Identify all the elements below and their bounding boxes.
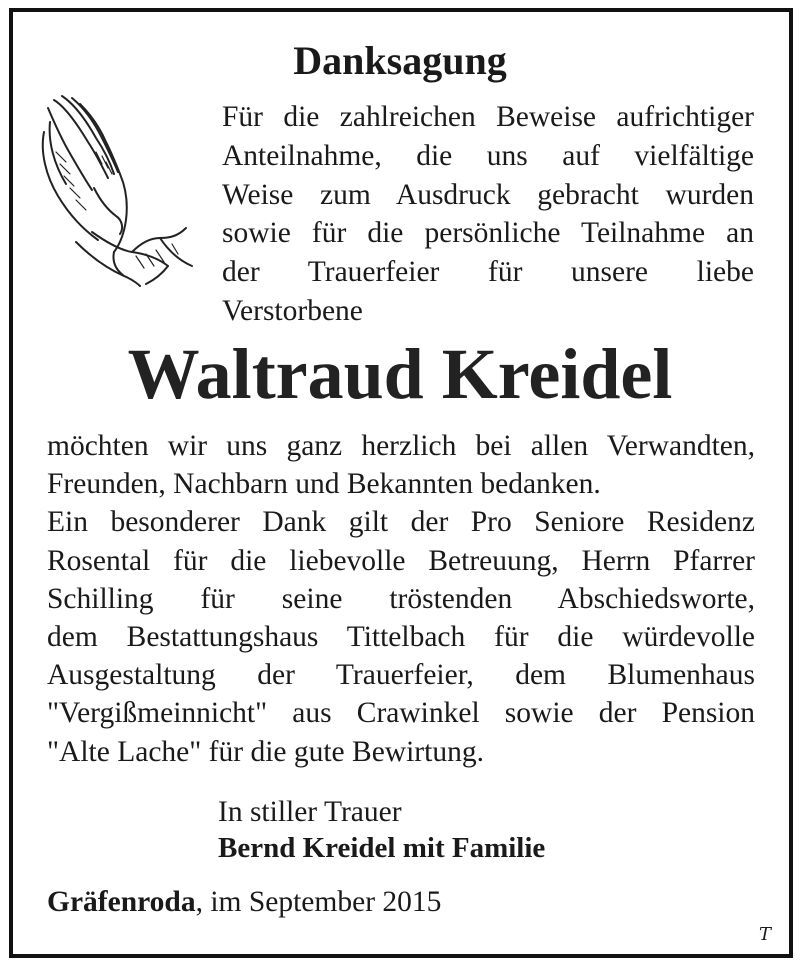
corner-mark: T: [759, 924, 772, 945]
praying-hands-icon: [36, 92, 196, 287]
date-text: , im September 2015: [195, 886, 442, 918]
thanks-paragraph: [47, 427, 755, 771]
place-name: Gräfenroda: [47, 886, 196, 918]
intro-line: Weise zum Ausdruck gebracht wurden: [222, 178, 754, 211]
body-line: möchten wir uns ganz herzlich bei allen Verwandten,: [47, 430, 755, 462]
body-line: Schilling für seine tröstenden Abschiedsworte,: [47, 582, 755, 615]
deceased-name: Waltraud Kreidel: [127, 334, 673, 414]
notice-heading: Danksagung: [293, 38, 507, 83]
body-line: "Vergißmeinnicht" aus Crawinkel sowie der Pension: [47, 697, 755, 730]
intro-line: Anteilnahme, die uns auf vielfältige: [222, 139, 754, 172]
body-line: Rosental für die liebevolle Betreuung, Herrn Pfarrer: [47, 544, 755, 577]
body-line: dem Bestattungshaus Tittelbach für die würdevolle: [47, 621, 755, 654]
signature: Bernd Kreidel mit Familie: [218, 832, 546, 864]
intro-line: sowie für die persönliche Teilnahme an: [222, 217, 754, 250]
intro-line: Für die zahlreichen Beweise aufrichtiger: [222, 101, 754, 133]
place-date: [47, 884, 441, 920]
intro-line: der Trauerfeier für unsere liebe: [222, 256, 754, 289]
body-line: Freunden, Nachbarn und Bekannten bedanken.: [47, 468, 601, 501]
body-line: Ausgestaltung der Trauerfeier, dem Blumenhaus: [47, 659, 755, 692]
closing-phrase: In stiller Trauer: [218, 796, 402, 828]
closing-block: [218, 794, 545, 866]
body-line: "Alte Lache" für die gute Bewirtung.: [47, 735, 484, 768]
body-line: Ein besonderer Dank gilt der Pro Seniore Residenz: [47, 506, 755, 539]
intro-paragraph: [222, 98, 754, 331]
intro-line: Verstorbene: [222, 294, 363, 327]
